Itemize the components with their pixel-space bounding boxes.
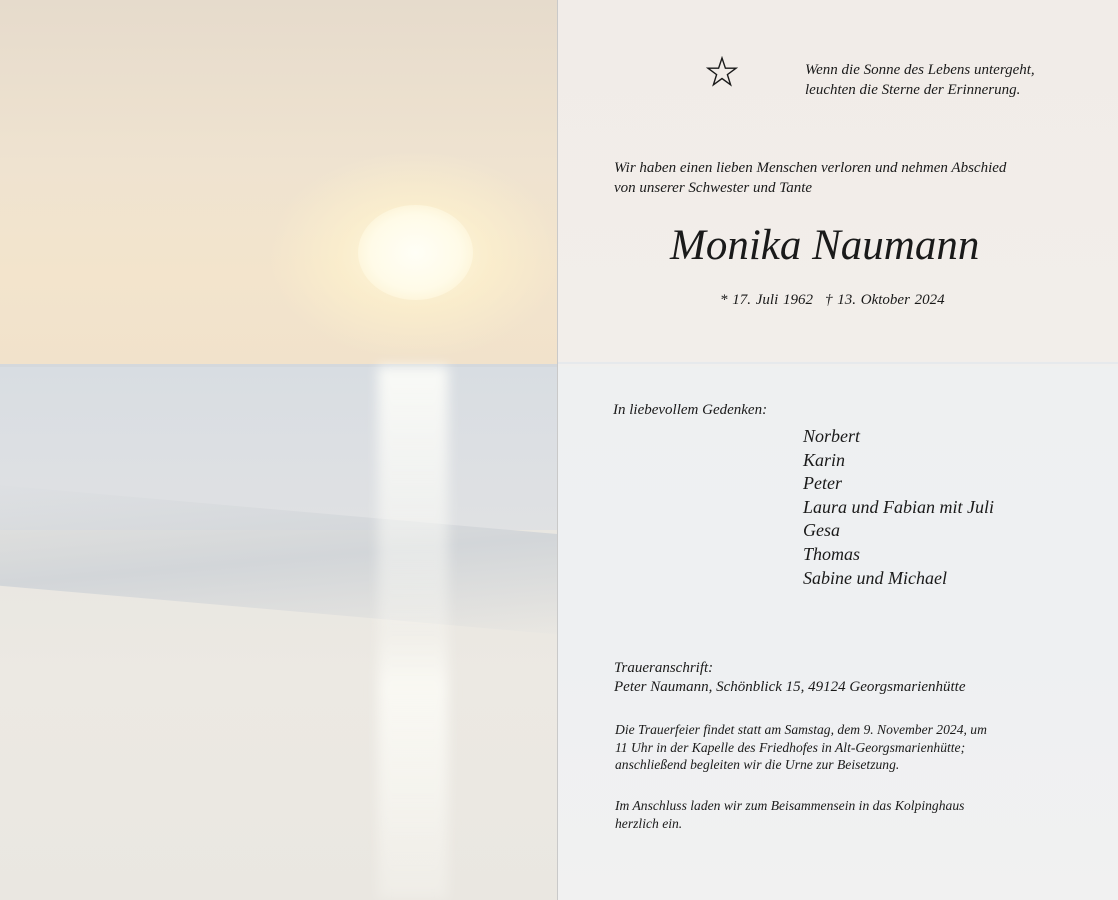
mourning-address: Peter Naumann, Schönblick 15, 49124 Georgsmarienhütte — [614, 679, 966, 695]
ceremony-line: anschließend begleiten wir die Urne zur Beisetzung. — [615, 757, 900, 772]
ceremony-info — [615, 721, 987, 774]
mourner-name: Norbert — [803, 426, 861, 446]
mourner-name: Laura und Fabian mit Juli — [803, 496, 995, 517]
motto-quote — [805, 60, 1035, 100]
faded-horizon — [558, 362, 1118, 364]
address-label: Traueranschrift: — [614, 660, 714, 676]
mourner-name: Thomas — [803, 543, 861, 564]
obituary-text-panel — [558, 0, 1118, 900]
ceremony-line: Die Trauerfeier findet statt am Samstag, dem 9. November 2024, um — [615, 722, 987, 737]
photo-sun — [358, 205, 473, 300]
sunset-photo — [0, 0, 557, 900]
intro-text — [614, 158, 1006, 198]
motto-line: Wenn die Sonne des Lebens untergeht, — [805, 62, 1035, 78]
intro-line: von unserer Schwester und Tante — [614, 180, 813, 196]
gedenken-label: In liebevollem Gedenken: — [613, 402, 768, 418]
mourners-list — [803, 425, 994, 590]
reception-line: herzlich ein. — [615, 815, 683, 831]
photo-horizon — [0, 364, 557, 367]
star-outline-icon — [706, 56, 738, 88]
reception-line: Im Anschluss laden wir zum Beisammensein in das Kolpinghaus — [615, 798, 965, 813]
mourner-name: Sabine und Michael — [803, 567, 947, 588]
deceased-name: Monika Naumann — [670, 222, 980, 269]
death-date: † 13. Oktober 2024 — [825, 292, 945, 308]
photo-sun-reflection — [378, 366, 448, 900]
ceremony-line: 11 Uhr in der Kapelle des Friedhofes in Alt-Georgsmarienhütte; — [615, 739, 966, 755]
intro-line: Wir haben einen lieben Menschen verloren und nehmen Abschied — [614, 160, 1007, 176]
mourner-name: Gesa — [803, 520, 840, 541]
life-dates — [720, 290, 945, 310]
motto-line: leuchten die Sterne der Erinnerung. — [805, 82, 1021, 98]
mourner-name: Peter — [803, 473, 842, 494]
mourner-name: Karin — [803, 449, 846, 470]
birth-date: * 17. Juli 1962 — [720, 292, 813, 308]
reception-info — [615, 797, 964, 832]
